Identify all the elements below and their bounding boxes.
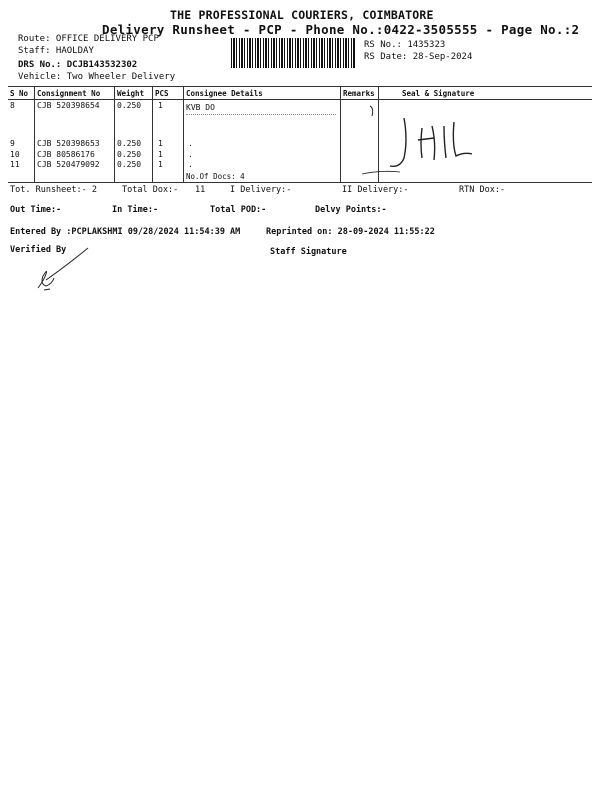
in-time: In Time:-: [112, 205, 159, 215]
row-weight: 0.250: [117, 139, 142, 148]
drs-number: DRS No.: DCJB143532302: [18, 60, 138, 70]
i-delivery: I Delivery:-: [230, 185, 292, 195]
row-weight: 0.250: [117, 101, 142, 110]
out-time: Out Time:-: [10, 205, 62, 215]
row-weight: 0.250: [117, 150, 142, 159]
row-consignee: .: [188, 139, 193, 148]
row-consignee: .: [188, 160, 193, 169]
tot-runsheet: Tot. Runsheet:- 2: [10, 185, 97, 195]
col-header-seal: Seal & Signature: [402, 89, 475, 98]
col-header-consignee: Consignee Details: [186, 89, 263, 98]
col-header-remarks: Remarks: [343, 89, 375, 98]
rtn-dox: RTN Dox:-: [459, 185, 506, 195]
document-title: THE PROFESSIONAL COURIERS, COIMBATORE: [170, 8, 434, 22]
staff-label: Staff: HAOLDAY: [18, 46, 94, 56]
row-pcs: 1: [158, 150, 163, 159]
row-sno: 11: [10, 160, 20, 169]
staff-signature-label: Staff Signature: [270, 247, 347, 257]
col-header-consignment: Consignment No: [37, 89, 101, 98]
total-pod: Total POD:-: [210, 205, 267, 215]
delivery-signature: [360, 100, 500, 180]
rs-date: RS Date: 28-Sep-2024: [364, 52, 473, 62]
barcode: [231, 38, 356, 68]
row-sno: 10: [10, 150, 20, 159]
verifier-signature: [30, 246, 100, 294]
row-consignment: CJB 80586176: [37, 150, 95, 159]
entered-by: Entered By :PCPLAKSHMI 09/28/2024 11:54:39 AM: [10, 227, 241, 237]
col-header-weight: Weight: [117, 89, 145, 98]
row-consignment: CJB 520398653: [37, 139, 100, 148]
row-pcs: 1: [158, 101, 163, 110]
row-consignment: CJB 520398654: [37, 101, 100, 110]
rs-number: RS No.: 1435323: [364, 40, 446, 50]
delvy-points: Delvy Points:-: [315, 205, 387, 215]
vehicle-label: Vehicle: Two Wheeler Delivery: [18, 72, 176, 82]
row-pcs: 1: [158, 139, 163, 148]
total-dox-value: 11: [195, 185, 206, 195]
no-of-docs: No.Of Docs: 4: [186, 172, 245, 181]
row-pcs: 1: [158, 160, 163, 169]
col-header-pcs: PCS: [155, 89, 169, 98]
row-sno: 9: [10, 139, 15, 148]
ii-delivery: II Delivery:-: [342, 185, 409, 195]
col-header-sno: S No: [10, 89, 29, 98]
row-consignee: KVB DO: [186, 103, 215, 112]
row-sno: 8: [10, 101, 15, 110]
total-dox-label: Total Dox:-: [122, 185, 179, 195]
reprinted-on: Reprinted on: 28-09-2024 11:55:22: [266, 227, 435, 237]
document-subtitle: Delivery Runsheet - PCP - Phone No.:0422-3505555 - Page No.:2: [102, 22, 580, 37]
route-label: Route: OFFICE DELIVERY PCP: [18, 34, 159, 44]
verified-by: Verified By: [10, 245, 67, 255]
row-consignee: .: [188, 150, 193, 159]
row-weight: 0.250: [117, 160, 142, 169]
row-consignment: CJB 520479092: [37, 160, 100, 169]
